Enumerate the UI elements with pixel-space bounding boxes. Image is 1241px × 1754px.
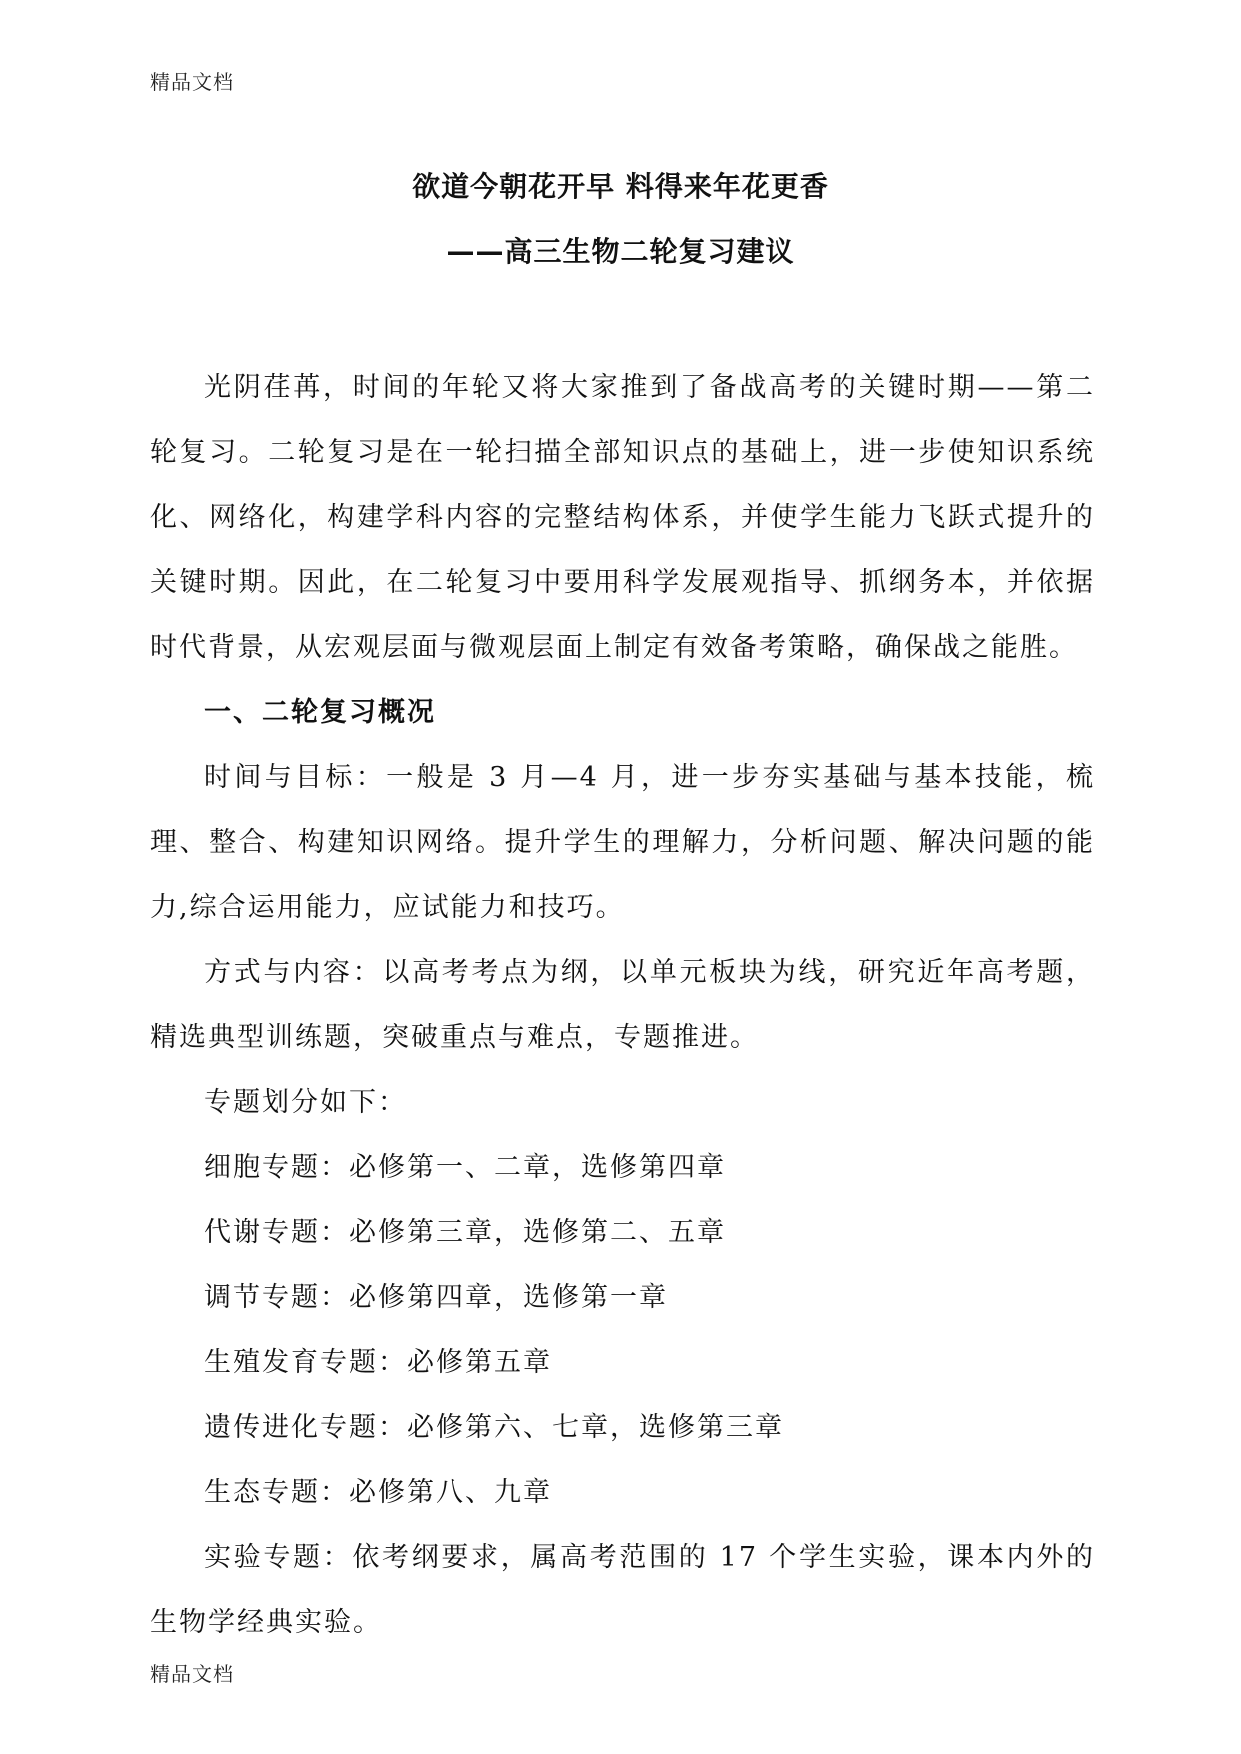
intro-paragraph: 光阴荏苒，时间的年轮又将大家推到了备战高考的关键时期——第二轮复习。二轮复习是在一轮扫描全部知识点的基础上，进一步使知识系统化、网络化，构建学科内容的完整结构体系，并使学生能力飞跃式提升的关键时期。因此，在二轮复习中要用科学发展观指导、抓纲务本，并依据时代背景，从宏观层面与微观层面上制定有效备考策略，确保战之能胜。 — [150, 372, 1095, 663]
topic-item: 细胞专题：必修第一、二章，选修第四章 — [204, 1152, 726, 1183]
topic-item: 代谢专题：必修第三章，选修第二、五章 — [204, 1217, 726, 1248]
topic-item: 遗传进化专题：必修第六、七章，选修第三章 — [204, 1412, 784, 1443]
page-footer-label: 精品文档 — [150, 1662, 234, 1686]
section-heading: 一、二轮复习概况 — [204, 697, 436, 728]
topic-item: 生态专题：必修第八、九章 — [204, 1477, 552, 1508]
topic-item: 调节专题：必修第四章，选修第一章 — [204, 1282, 668, 1313]
time-goal-paragraph: 时间与目标：一般是 3 月—4 月，进一步夯实基础与基本技能，梳理、整合、构建知识网络。提升学生的理解力，分析问题、解决问题的能力,综合运用能力，应试能力和技巧。 — [150, 762, 1095, 923]
topics-intro: 专题划分如下： — [204, 1087, 407, 1118]
document-subtitle: ——高三生物二轮复习建议 — [446, 235, 795, 268]
method-content-paragraph: 方式与内容：以高考考点为纲，以单元板块为线，研究近年高考题，精选典型训练题，突破重点与难点，专题推进。 — [150, 957, 1095, 1053]
document-title: 欲道今朝花开早 料得来年花更香 — [412, 170, 829, 203]
topic-item: 生殖发育专题：必修第五章 — [204, 1347, 552, 1378]
page-header-label: 精品文档 — [150, 70, 234, 94]
document-body — [150, 355, 1095, 1655]
topic-item: 实验专题：依考纲要求，属高考范围的 17 个学生实验，课本内外的生物学经典实验。 — [150, 1542, 1095, 1638]
